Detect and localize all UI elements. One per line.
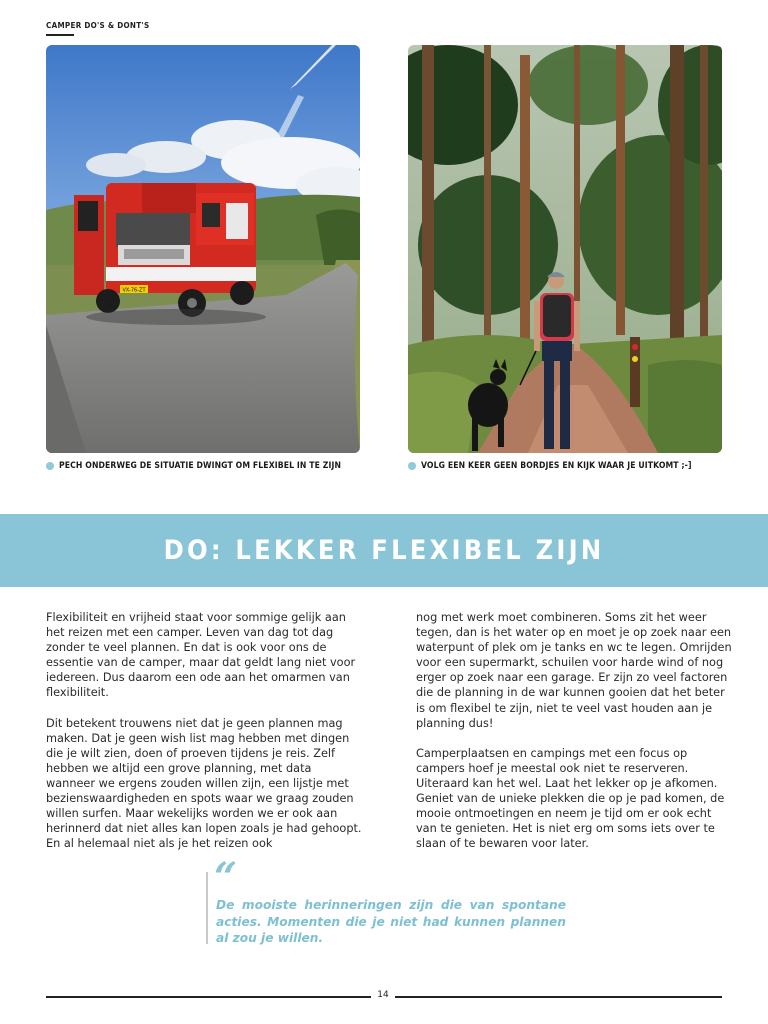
license-plate-text: VX-76-ZT	[122, 287, 146, 294]
pull-quote: De mooiste herinneringen zijn die van spontane acties. Momenten die je niet had kunnen plannen al zou je willen.	[216, 898, 566, 945]
caption-text: PECH ONDERWEG DE SITUATIE DWINGT OM FLEXIBEL IN TE ZIJN	[59, 461, 342, 471]
caption-text: VOLG EEN KEER GEEN BORDJES EN KIJK WAAR JE UITKOMT ;-]	[421, 461, 692, 471]
body-column-right	[416, 610, 734, 866]
bullet-dot-icon	[408, 462, 416, 470]
body-column-left	[46, 610, 364, 866]
body-paragraph: Camperplaatsen en campings met een focus op campers hoef je meestal ook niet te reserveren. Uiteraard kan het wel. Laat het lekker op je afkomen. Geniet van de unieke plekken die op je pad komen, de mooie ontmoetingen en neem je tijd om er ook echt van te genieten. Het is niet erg om soms iets over te slaan of te bewaren voor later.	[416, 746, 725, 851]
photo-caption-left	[46, 459, 341, 473]
footer-rule-left	[46, 996, 371, 998]
section-title: DO: LEKKER FLEXIBEL ZIJN	[163, 535, 605, 566]
section-tag: CAMPER DO'S & DONT'S	[46, 21, 150, 30]
body-paragraph: nog met werk moet combineren. Soms zit het weer tegen, dan is het water op en moet je op zoek naar een waterpunt of plek om je tanks en wc te legen. Omrijden voor een supermarkt, schuilen voor harde wind of nog erger op zoek naar een garage. Er zijn zo veel factoren die de planning in de war kunnen gooien dat het beter is om flexibel te zijn, niet te veel vast houden aan je planning dus!	[416, 611, 732, 730]
quote-bar	[206, 872, 208, 944]
photo-caption-right	[408, 459, 692, 473]
photo-red-camper	[46, 45, 360, 453]
body-paragraph: Dit betekent trouwens niet dat je geen plannen mag maken. Dat je geen wish list mag hebben met dingen die je wilt zien, doen of proeven tijdens je reis. Zelf hebben we altijd een grove planning, met data wanneer we ergens zouden willen zijn, een lijstje met bezienswaardigheden en spots waar we graag zouden willen surfen. Maar wekelijks worden we er ook aan herinnerd dat niet alles kan lopen zoals je had gehoopt. En al helemaal niet als je het reizen ook	[46, 716, 362, 851]
section-tag-underline	[46, 34, 74, 36]
photo-forest-walk	[408, 45, 722, 453]
bullet-dot-icon	[46, 462, 54, 470]
section-banner	[0, 514, 768, 587]
page-number: 14	[377, 990, 389, 1000]
quote-mark-icon: “	[214, 854, 238, 901]
body-paragraph: Flexibiliteit en vrijheid staat voor sommige gelijk aan het reizen met een camper. Leven van dag tot dag zonder te veel plannen. En dat is ook voor ons de essentie van de camper, maar dat geldt lang niet voor iedereen. Dus daarom een ode aan het omarmen van flexibiliteit.	[46, 611, 356, 700]
footer-rule-right	[395, 996, 722, 998]
